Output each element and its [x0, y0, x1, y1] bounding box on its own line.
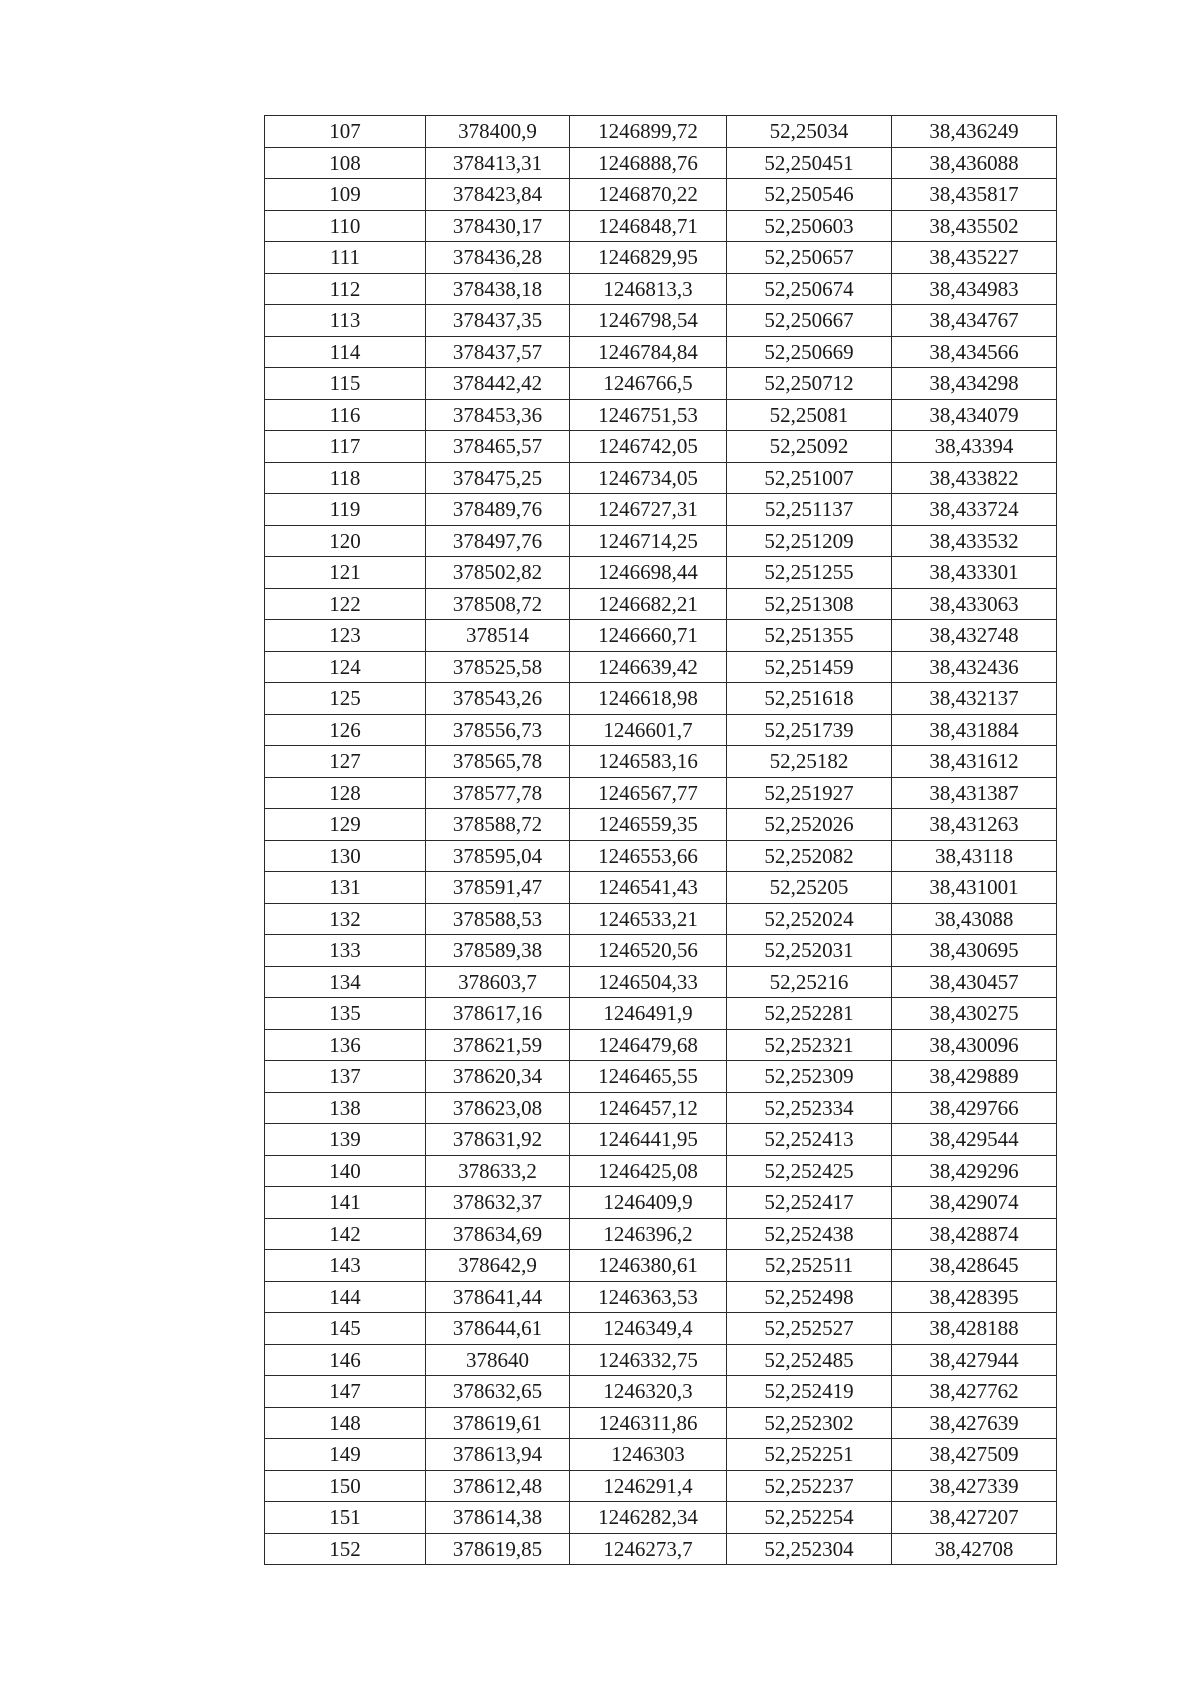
longitude-cell: 38,432137	[892, 683, 1057, 715]
y-coordinate-cell: 1246698,44	[570, 557, 727, 589]
latitude-cell: 52,252304	[727, 1533, 892, 1565]
longitude-cell: 38,434298	[892, 368, 1057, 400]
latitude-cell: 52,252419	[727, 1376, 892, 1408]
point-number-cell: 150	[265, 1470, 426, 1502]
y-coordinate-cell: 1246533,21	[570, 903, 727, 935]
point-number-cell: 145	[265, 1313, 426, 1345]
longitude-cell: 38,429766	[892, 1092, 1057, 1124]
longitude-cell: 38,43394	[892, 431, 1057, 463]
longitude-cell: 38,432748	[892, 620, 1057, 652]
table-row	[265, 746, 1057, 778]
table-row	[265, 179, 1057, 211]
y-coordinate-cell: 1246273,7	[570, 1533, 727, 1565]
x-coordinate-cell: 378556,73	[426, 714, 570, 746]
y-coordinate-cell: 1246282,34	[570, 1502, 727, 1534]
latitude-cell: 52,250669	[727, 336, 892, 368]
latitude-cell: 52,252309	[727, 1061, 892, 1093]
table-row	[265, 273, 1057, 305]
x-coordinate-cell: 378621,59	[426, 1029, 570, 1061]
longitude-cell: 38,434983	[892, 273, 1057, 305]
y-coordinate-cell: 1246349,4	[570, 1313, 727, 1345]
latitude-cell: 52,251007	[727, 462, 892, 494]
latitude-cell: 52,252026	[727, 809, 892, 841]
y-coordinate-cell: 1246682,21	[570, 588, 727, 620]
table-row	[265, 1218, 1057, 1250]
latitude-cell: 52,251209	[727, 525, 892, 557]
latitude-cell: 52,250712	[727, 368, 892, 400]
latitude-cell: 52,251927	[727, 777, 892, 809]
longitude-cell: 38,433063	[892, 588, 1057, 620]
y-coordinate-cell: 1246491,9	[570, 998, 727, 1030]
y-coordinate-cell: 1246829,95	[570, 242, 727, 274]
table-row	[265, 1124, 1057, 1156]
longitude-cell: 38,430096	[892, 1029, 1057, 1061]
y-coordinate-cell: 1246742,05	[570, 431, 727, 463]
point-number-cell: 112	[265, 273, 426, 305]
longitude-cell: 38,433724	[892, 494, 1057, 526]
point-number-cell: 114	[265, 336, 426, 368]
y-coordinate-cell: 1246798,54	[570, 305, 727, 337]
y-coordinate-cell: 1246660,71	[570, 620, 727, 652]
point-number-cell: 107	[265, 116, 426, 148]
longitude-cell: 38,434566	[892, 336, 1057, 368]
table-row	[265, 998, 1057, 1030]
point-number-cell: 119	[265, 494, 426, 526]
latitude-cell: 52,251308	[727, 588, 892, 620]
latitude-cell: 52,251137	[727, 494, 892, 526]
table-row	[265, 620, 1057, 652]
longitude-cell: 38,435502	[892, 210, 1057, 242]
latitude-cell: 52,252251	[727, 1439, 892, 1471]
point-number-cell: 122	[265, 588, 426, 620]
y-coordinate-cell: 1246751,53	[570, 399, 727, 431]
point-number-cell: 146	[265, 1344, 426, 1376]
latitude-cell: 52,252498	[727, 1281, 892, 1313]
point-number-cell: 135	[265, 998, 426, 1030]
latitude-cell: 52,252302	[727, 1407, 892, 1439]
y-coordinate-cell: 1246311,86	[570, 1407, 727, 1439]
x-coordinate-cell: 378577,78	[426, 777, 570, 809]
table-row	[265, 116, 1057, 148]
y-coordinate-cell: 1246479,68	[570, 1029, 727, 1061]
point-number-cell: 118	[265, 462, 426, 494]
x-coordinate-cell: 378591,47	[426, 872, 570, 904]
latitude-cell: 52,252485	[727, 1344, 892, 1376]
x-coordinate-cell: 378437,35	[426, 305, 570, 337]
y-coordinate-cell: 1246813,3	[570, 273, 727, 305]
x-coordinate-cell: 378437,57	[426, 336, 570, 368]
y-coordinate-cell: 1246457,12	[570, 1092, 727, 1124]
table-row	[265, 872, 1057, 904]
point-number-cell: 132	[265, 903, 426, 935]
y-coordinate-cell: 1246734,05	[570, 462, 727, 494]
table-row	[265, 1376, 1057, 1408]
table-row	[265, 714, 1057, 746]
x-coordinate-cell: 378508,72	[426, 588, 570, 620]
table-row	[265, 462, 1057, 494]
x-coordinate-cell: 378475,25	[426, 462, 570, 494]
x-coordinate-cell: 378453,36	[426, 399, 570, 431]
x-coordinate-cell: 378595,04	[426, 840, 570, 872]
point-number-cell: 133	[265, 935, 426, 967]
y-coordinate-cell: 1246363,53	[570, 1281, 727, 1313]
table-row	[265, 399, 1057, 431]
table-row	[265, 368, 1057, 400]
longitude-cell: 38,429074	[892, 1187, 1057, 1219]
table-row	[265, 683, 1057, 715]
x-coordinate-cell: 378565,78	[426, 746, 570, 778]
latitude-cell: 52,251618	[727, 683, 892, 715]
x-coordinate-cell: 378514	[426, 620, 570, 652]
x-coordinate-cell: 378612,48	[426, 1470, 570, 1502]
longitude-cell: 38,431612	[892, 746, 1057, 778]
point-number-cell: 120	[265, 525, 426, 557]
latitude-cell: 52,250667	[727, 305, 892, 337]
point-number-cell: 123	[265, 620, 426, 652]
x-coordinate-cell: 378436,28	[426, 242, 570, 274]
point-number-cell: 117	[265, 431, 426, 463]
point-number-cell: 108	[265, 147, 426, 179]
table-row	[265, 557, 1057, 589]
point-number-cell: 139	[265, 1124, 426, 1156]
latitude-cell: 52,252334	[727, 1092, 892, 1124]
y-coordinate-cell: 1246714,25	[570, 525, 727, 557]
latitude-cell: 52,25182	[727, 746, 892, 778]
x-coordinate-cell: 378644,61	[426, 1313, 570, 1345]
latitude-cell: 52,25034	[727, 116, 892, 148]
x-coordinate-cell: 378525,58	[426, 651, 570, 683]
latitude-cell: 52,252281	[727, 998, 892, 1030]
y-coordinate-cell: 1246541,43	[570, 872, 727, 904]
y-coordinate-cell: 1246520,56	[570, 935, 727, 967]
table-row	[265, 840, 1057, 872]
latitude-cell: 52,252254	[727, 1502, 892, 1534]
longitude-cell: 38,431001	[892, 872, 1057, 904]
point-number-cell: 130	[265, 840, 426, 872]
x-coordinate-cell: 378642,9	[426, 1250, 570, 1282]
latitude-cell: 52,252413	[727, 1124, 892, 1156]
table-row	[265, 242, 1057, 274]
latitude-cell: 52,25092	[727, 431, 892, 463]
x-coordinate-cell: 378634,69	[426, 1218, 570, 1250]
point-number-cell: 111	[265, 242, 426, 274]
x-coordinate-cell: 378631,92	[426, 1124, 570, 1156]
y-coordinate-cell: 1246848,71	[570, 210, 727, 242]
latitude-cell: 52,25081	[727, 399, 892, 431]
longitude-cell: 38,433301	[892, 557, 1057, 589]
x-coordinate-cell: 378632,65	[426, 1376, 570, 1408]
point-number-cell: 115	[265, 368, 426, 400]
table-row	[265, 525, 1057, 557]
longitude-cell: 38,431387	[892, 777, 1057, 809]
table-row	[265, 1187, 1057, 1219]
latitude-cell: 52,25205	[727, 872, 892, 904]
latitude-cell: 52,251355	[727, 620, 892, 652]
longitude-cell: 38,433532	[892, 525, 1057, 557]
table-row	[265, 305, 1057, 337]
x-coordinate-cell: 378438,18	[426, 273, 570, 305]
point-number-cell: 138	[265, 1092, 426, 1124]
latitude-cell: 52,250451	[727, 147, 892, 179]
table-row	[265, 147, 1057, 179]
latitude-cell: 52,250657	[727, 242, 892, 274]
point-number-cell: 116	[265, 399, 426, 431]
x-coordinate-cell: 378613,94	[426, 1439, 570, 1471]
x-coordinate-cell: 378633,2	[426, 1155, 570, 1187]
point-number-cell: 148	[265, 1407, 426, 1439]
x-coordinate-cell: 378640	[426, 1344, 570, 1376]
x-coordinate-cell: 378413,31	[426, 147, 570, 179]
latitude-cell: 52,251739	[727, 714, 892, 746]
latitude-cell: 52,252031	[727, 935, 892, 967]
latitude-cell: 52,250546	[727, 179, 892, 211]
table-row	[265, 651, 1057, 683]
x-coordinate-cell: 378423,84	[426, 179, 570, 211]
longitude-cell: 38,434079	[892, 399, 1057, 431]
longitude-cell: 38,43088	[892, 903, 1057, 935]
x-coordinate-cell: 378620,34	[426, 1061, 570, 1093]
longitude-cell: 38,42708	[892, 1533, 1057, 1565]
point-number-cell: 144	[265, 1281, 426, 1313]
longitude-cell: 38,429296	[892, 1155, 1057, 1187]
table-row	[265, 1061, 1057, 1093]
longitude-cell: 38,428645	[892, 1250, 1057, 1282]
point-number-cell: 129	[265, 809, 426, 841]
point-number-cell: 152	[265, 1533, 426, 1565]
longitude-cell: 38,435817	[892, 179, 1057, 211]
latitude-cell: 52,251459	[727, 651, 892, 683]
table-row	[265, 494, 1057, 526]
latitude-cell: 52,252024	[727, 903, 892, 935]
coordinates-table-body	[265, 116, 1057, 1565]
longitude-cell: 38,434767	[892, 305, 1057, 337]
y-coordinate-cell: 1246504,33	[570, 966, 727, 998]
point-number-cell: 124	[265, 651, 426, 683]
longitude-cell: 38,432436	[892, 651, 1057, 683]
latitude-cell: 52,252425	[727, 1155, 892, 1187]
y-coordinate-cell: 1246618,98	[570, 683, 727, 715]
y-coordinate-cell: 1246553,66	[570, 840, 727, 872]
x-coordinate-cell: 378588,72	[426, 809, 570, 841]
x-coordinate-cell: 378641,44	[426, 1281, 570, 1313]
point-number-cell: 128	[265, 777, 426, 809]
table-row	[265, 1313, 1057, 1345]
y-coordinate-cell: 1246567,77	[570, 777, 727, 809]
x-coordinate-cell: 378465,57	[426, 431, 570, 463]
y-coordinate-cell: 1246332,75	[570, 1344, 727, 1376]
longitude-cell: 38,429544	[892, 1124, 1057, 1156]
point-number-cell: 141	[265, 1187, 426, 1219]
longitude-cell: 38,430695	[892, 935, 1057, 967]
longitude-cell: 38,427944	[892, 1344, 1057, 1376]
y-coordinate-cell: 1246396,2	[570, 1218, 727, 1250]
y-coordinate-cell: 1246727,31	[570, 494, 727, 526]
table-row	[265, 903, 1057, 935]
table-row	[265, 1344, 1057, 1376]
longitude-cell: 38,429889	[892, 1061, 1057, 1093]
x-coordinate-cell: 378588,53	[426, 903, 570, 935]
latitude-cell: 52,252082	[727, 840, 892, 872]
x-coordinate-cell: 378614,38	[426, 1502, 570, 1534]
table-row	[265, 966, 1057, 998]
longitude-cell: 38,433822	[892, 462, 1057, 494]
table-row	[265, 1470, 1057, 1502]
latitude-cell: 52,252511	[727, 1250, 892, 1282]
longitude-cell: 38,430275	[892, 998, 1057, 1030]
longitude-cell: 38,427639	[892, 1407, 1057, 1439]
table-row	[265, 336, 1057, 368]
point-number-cell: 149	[265, 1439, 426, 1471]
y-coordinate-cell: 1246441,95	[570, 1124, 727, 1156]
table-row	[265, 431, 1057, 463]
point-number-cell: 110	[265, 210, 426, 242]
latitude-cell: 52,252237	[727, 1470, 892, 1502]
latitude-cell: 52,251255	[727, 557, 892, 589]
latitude-cell: 52,252321	[727, 1029, 892, 1061]
point-number-cell: 109	[265, 179, 426, 211]
longitude-cell: 38,435227	[892, 242, 1057, 274]
point-number-cell: 126	[265, 714, 426, 746]
latitude-cell: 52,250674	[727, 273, 892, 305]
x-coordinate-cell: 378502,82	[426, 557, 570, 589]
x-coordinate-cell: 378589,38	[426, 935, 570, 967]
longitude-cell: 38,436088	[892, 147, 1057, 179]
table-row	[265, 1533, 1057, 1565]
point-number-cell: 143	[265, 1250, 426, 1282]
point-number-cell: 125	[265, 683, 426, 715]
x-coordinate-cell: 378430,17	[426, 210, 570, 242]
x-coordinate-cell: 378617,16	[426, 998, 570, 1030]
y-coordinate-cell: 1246870,22	[570, 179, 727, 211]
longitude-cell: 38,43118	[892, 840, 1057, 872]
y-coordinate-cell: 1246465,55	[570, 1061, 727, 1093]
latitude-cell: 52,252527	[727, 1313, 892, 1345]
table-row	[265, 1502, 1057, 1534]
point-number-cell: 151	[265, 1502, 426, 1534]
y-coordinate-cell: 1246425,08	[570, 1155, 727, 1187]
point-number-cell: 113	[265, 305, 426, 337]
y-coordinate-cell: 1246320,3	[570, 1376, 727, 1408]
y-coordinate-cell: 1246380,61	[570, 1250, 727, 1282]
latitude-cell: 52,250603	[727, 210, 892, 242]
latitude-cell: 52,252417	[727, 1187, 892, 1219]
table-row	[265, 588, 1057, 620]
table-row	[265, 1155, 1057, 1187]
point-number-cell: 121	[265, 557, 426, 589]
x-coordinate-cell: 378619,61	[426, 1407, 570, 1439]
x-coordinate-cell: 378442,42	[426, 368, 570, 400]
longitude-cell: 38,427339	[892, 1470, 1057, 1502]
table-row	[265, 1281, 1057, 1313]
y-coordinate-cell: 1246639,42	[570, 651, 727, 683]
table-row	[265, 1092, 1057, 1124]
x-coordinate-cell: 378619,85	[426, 1533, 570, 1565]
table-row	[265, 935, 1057, 967]
y-coordinate-cell: 1246784,84	[570, 336, 727, 368]
point-number-cell: 147	[265, 1376, 426, 1408]
point-number-cell: 140	[265, 1155, 426, 1187]
y-coordinate-cell: 1246766,5	[570, 368, 727, 400]
table-row	[265, 809, 1057, 841]
table-row	[265, 1407, 1057, 1439]
y-coordinate-cell: 1246601,7	[570, 714, 727, 746]
table-row	[265, 1250, 1057, 1282]
longitude-cell: 38,430457	[892, 966, 1057, 998]
y-coordinate-cell: 1246409,9	[570, 1187, 727, 1219]
table-row	[265, 1029, 1057, 1061]
x-coordinate-cell: 378489,76	[426, 494, 570, 526]
table-row	[265, 210, 1057, 242]
longitude-cell: 38,428395	[892, 1281, 1057, 1313]
longitude-cell: 38,427762	[892, 1376, 1057, 1408]
latitude-cell: 52,25216	[727, 966, 892, 998]
longitude-cell: 38,427509	[892, 1439, 1057, 1471]
longitude-cell: 38,436249	[892, 116, 1057, 148]
point-number-cell: 142	[265, 1218, 426, 1250]
point-number-cell: 127	[265, 746, 426, 778]
y-coordinate-cell: 1246559,35	[570, 809, 727, 841]
point-number-cell: 134	[265, 966, 426, 998]
y-coordinate-cell: 1246583,16	[570, 746, 727, 778]
longitude-cell: 38,431884	[892, 714, 1057, 746]
y-coordinate-cell: 1246899,72	[570, 116, 727, 148]
x-coordinate-cell: 378400,9	[426, 116, 570, 148]
y-coordinate-cell: 1246291,4	[570, 1470, 727, 1502]
x-coordinate-cell: 378543,26	[426, 683, 570, 715]
x-coordinate-cell: 378603,7	[426, 966, 570, 998]
longitude-cell: 38,428188	[892, 1313, 1057, 1345]
longitude-cell: 38,428874	[892, 1218, 1057, 1250]
y-coordinate-cell: 1246303	[570, 1439, 727, 1471]
table-row	[265, 1439, 1057, 1471]
x-coordinate-cell: 378497,76	[426, 525, 570, 557]
longitude-cell: 38,427207	[892, 1502, 1057, 1534]
x-coordinate-cell: 378623,08	[426, 1092, 570, 1124]
longitude-cell: 38,431263	[892, 809, 1057, 841]
x-coordinate-cell: 378632,37	[426, 1187, 570, 1219]
coordinates-table	[264, 115, 1057, 1565]
point-number-cell: 131	[265, 872, 426, 904]
point-number-cell: 136	[265, 1029, 426, 1061]
latitude-cell: 52,252438	[727, 1218, 892, 1250]
point-number-cell: 137	[265, 1061, 426, 1093]
y-coordinate-cell: 1246888,76	[570, 147, 727, 179]
table-row	[265, 777, 1057, 809]
